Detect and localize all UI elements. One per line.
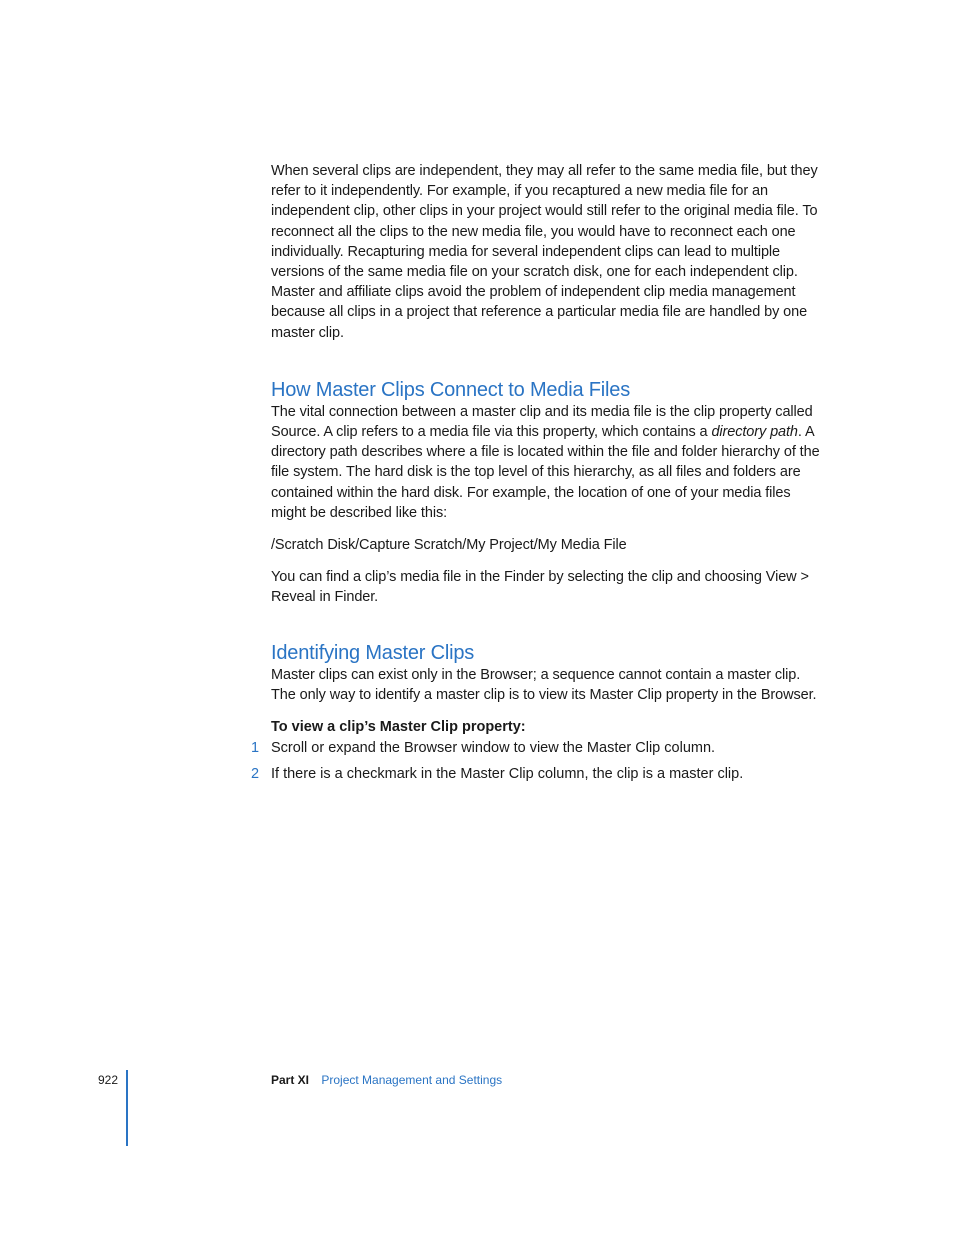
path-example: /Scratch Disk/Capture Scratch/My Project/My Media File (271, 537, 627, 554)
footer-running-head (271, 1073, 502, 1087)
footer-rule (126, 1070, 128, 1146)
footer-chapter-title: Project Management and Settings (321, 1073, 503, 1087)
section-master-clips-connect (271, 378, 827, 608)
page-number: 922 (98, 1073, 119, 1087)
connect-paragraph (271, 402, 827, 523)
page-content (251, 161, 827, 790)
step-number: 1 (251, 740, 260, 757)
section-heading-identifying: Identifying Master Clips (271, 641, 475, 664)
reveal-paragraph: You can find a clip’s media file in the Finder by selecting the clip and choosing View > Reveal in Finder. (271, 569, 809, 606)
identifying-paragraph: Master clips can exist only in the Browser; a sequence cannot contain a master clip. The only way to identify a master clip is to view its Master Clip property in the Browser. (271, 666, 817, 703)
step-item (251, 738, 827, 758)
step-text: If there is a checkmark in the Master Clip column, the clip is a master clip. (271, 766, 744, 783)
footer-part-label: Part XI (271, 1073, 310, 1087)
step-item (251, 764, 827, 784)
steps-list (251, 738, 827, 784)
connect-paragraph-start: The vital connection between a master clip and its media file is the clip property called Source. A clip refers to a media file via this property, which contains a (271, 403, 813, 441)
section-heading-connect: How Master Clips Connect to Media Files (271, 378, 630, 401)
connect-paragraph-end: . A directory path describes where a file is located within the file and folder hierarchy of the file system. The hard disk is the top level of this hierarchy, as all files and folders are contained within the hard disk. For example, the location of one of your media files might be described like this: (271, 424, 820, 521)
intro-paragraph: When several clips are independent, they may all refer to the same media file, but they refer to it independently. For example, if you recaptured a new media file for an independent clip, other clips in your project would still refer to the original media file. To reconnect all the clips to the new media file, you would have to reconnect each one individually. Recapturing media for several independent clips can lead to multiple versions of the same media file on your scratch disk, one for each independent clip. Master and affiliate clips avoid the problem of independent clip media management because all clips in a project that reference a particular media file are handled by one master clip. (271, 163, 818, 341)
task-heading: To view a clip’s Master Clip property: (271, 719, 526, 736)
step-number: 2 (251, 766, 260, 783)
step-text: Scroll or expand the Browser window to view the Master Clip column. (271, 740, 716, 757)
connect-paragraph-italic: directory path (711, 424, 798, 441)
section-identifying-master-clips (251, 641, 827, 784)
